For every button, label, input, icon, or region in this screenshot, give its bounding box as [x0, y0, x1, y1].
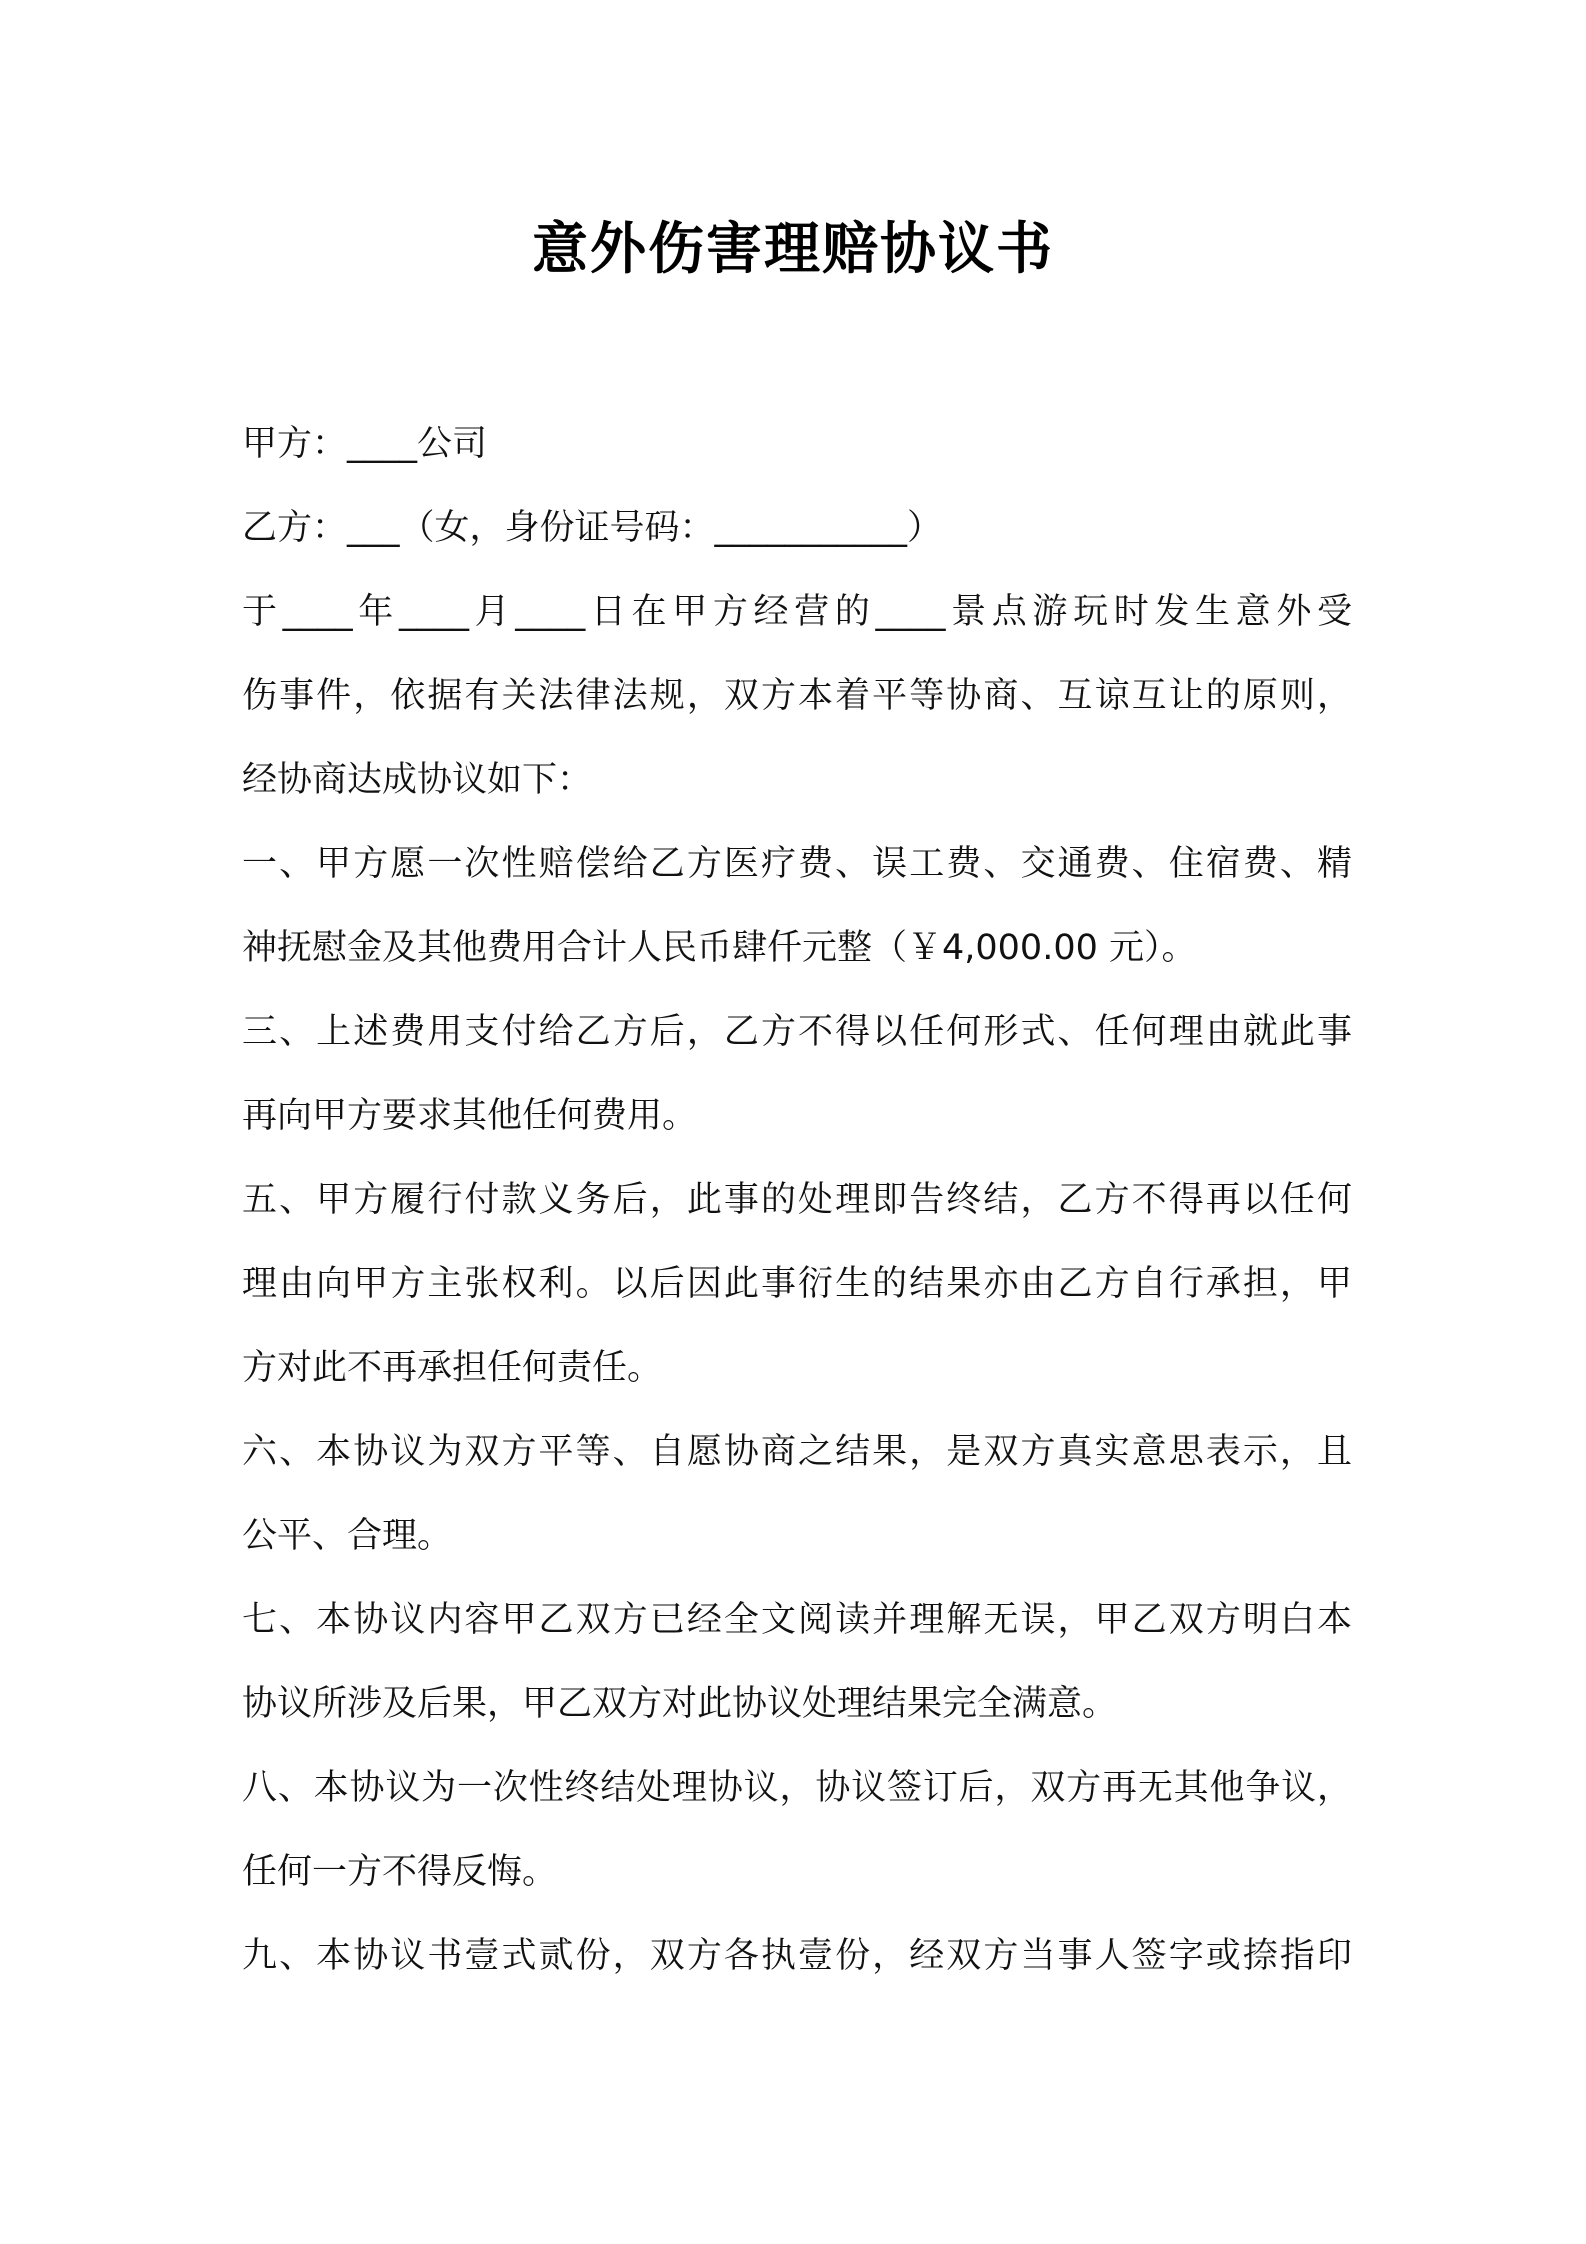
clause-3-line: 再向甲方要求其他任何费用。	[242, 1096, 698, 1136]
clause-1-line: 神抚慰金及其他费用合计人民币肆仟元整（￥4,000.00 元）。	[242, 928, 1197, 968]
document-title: 意外伤害理赔协议书	[532, 217, 1054, 282]
clause-1-line: 一、甲方愿一次性赔偿给乙方医疗费、误工费、交通费、住宿费、精	[242, 844, 1352, 884]
party-a-line: 甲方：____公司	[242, 424, 488, 464]
preamble-line: 于____年____月____日在甲方经营的____景点游玩时发生意外受	[242, 592, 1352, 632]
clause-7-line: 七、本协议内容甲乙双方已经全文阅读并理解无误，甲乙双方明白本	[242, 1600, 1352, 1640]
clause-8-line: 八、本协议为一次性终结处理协议，协议签订后，双方再无其他争议，	[242, 1768, 1352, 1808]
clause-6-line: 六、本协议为双方平等、自愿协商之结果，是双方真实意思表示，且	[242, 1432, 1352, 1472]
clause-7-line: 协议所涉及后果，甲乙双方对此协议处理结果完全满意。	[242, 1684, 1118, 1724]
clause-9-line: 九、本协议书壹式贰份，双方各执壹份，经双方当事人签字或捺指印	[242, 1936, 1352, 1976]
clause-5-line: 五、甲方履行付款义务后，此事的处理即告终结，乙方不得再以任何	[242, 1180, 1352, 1220]
clause-5-line: 方对此不再承担任何责任。	[242, 1348, 663, 1388]
document-body	[242, 402, 1352, 1998]
clause-3-line: 三、上述费用支付给乙方后，乙方不得以任何形式、任何理由就此事	[242, 1012, 1352, 1052]
preamble-line: 伤事件，依据有关法律法规，双方本着平等协商、互谅互让的原则，	[242, 676, 1352, 716]
clause-6-line: 公平、合理。	[242, 1516, 453, 1556]
party-b-line: 乙方：___（女，身份证号码：___________）	[242, 508, 943, 548]
clause-5-line: 理由向甲方主张权利。以后因此事衍生的结果亦由乙方自行承担，甲	[242, 1264, 1352, 1304]
clause-8-line: 任何一方不得反悔。	[242, 1852, 558, 1892]
preamble-line: 经协商达成协议如下：	[242, 760, 593, 800]
